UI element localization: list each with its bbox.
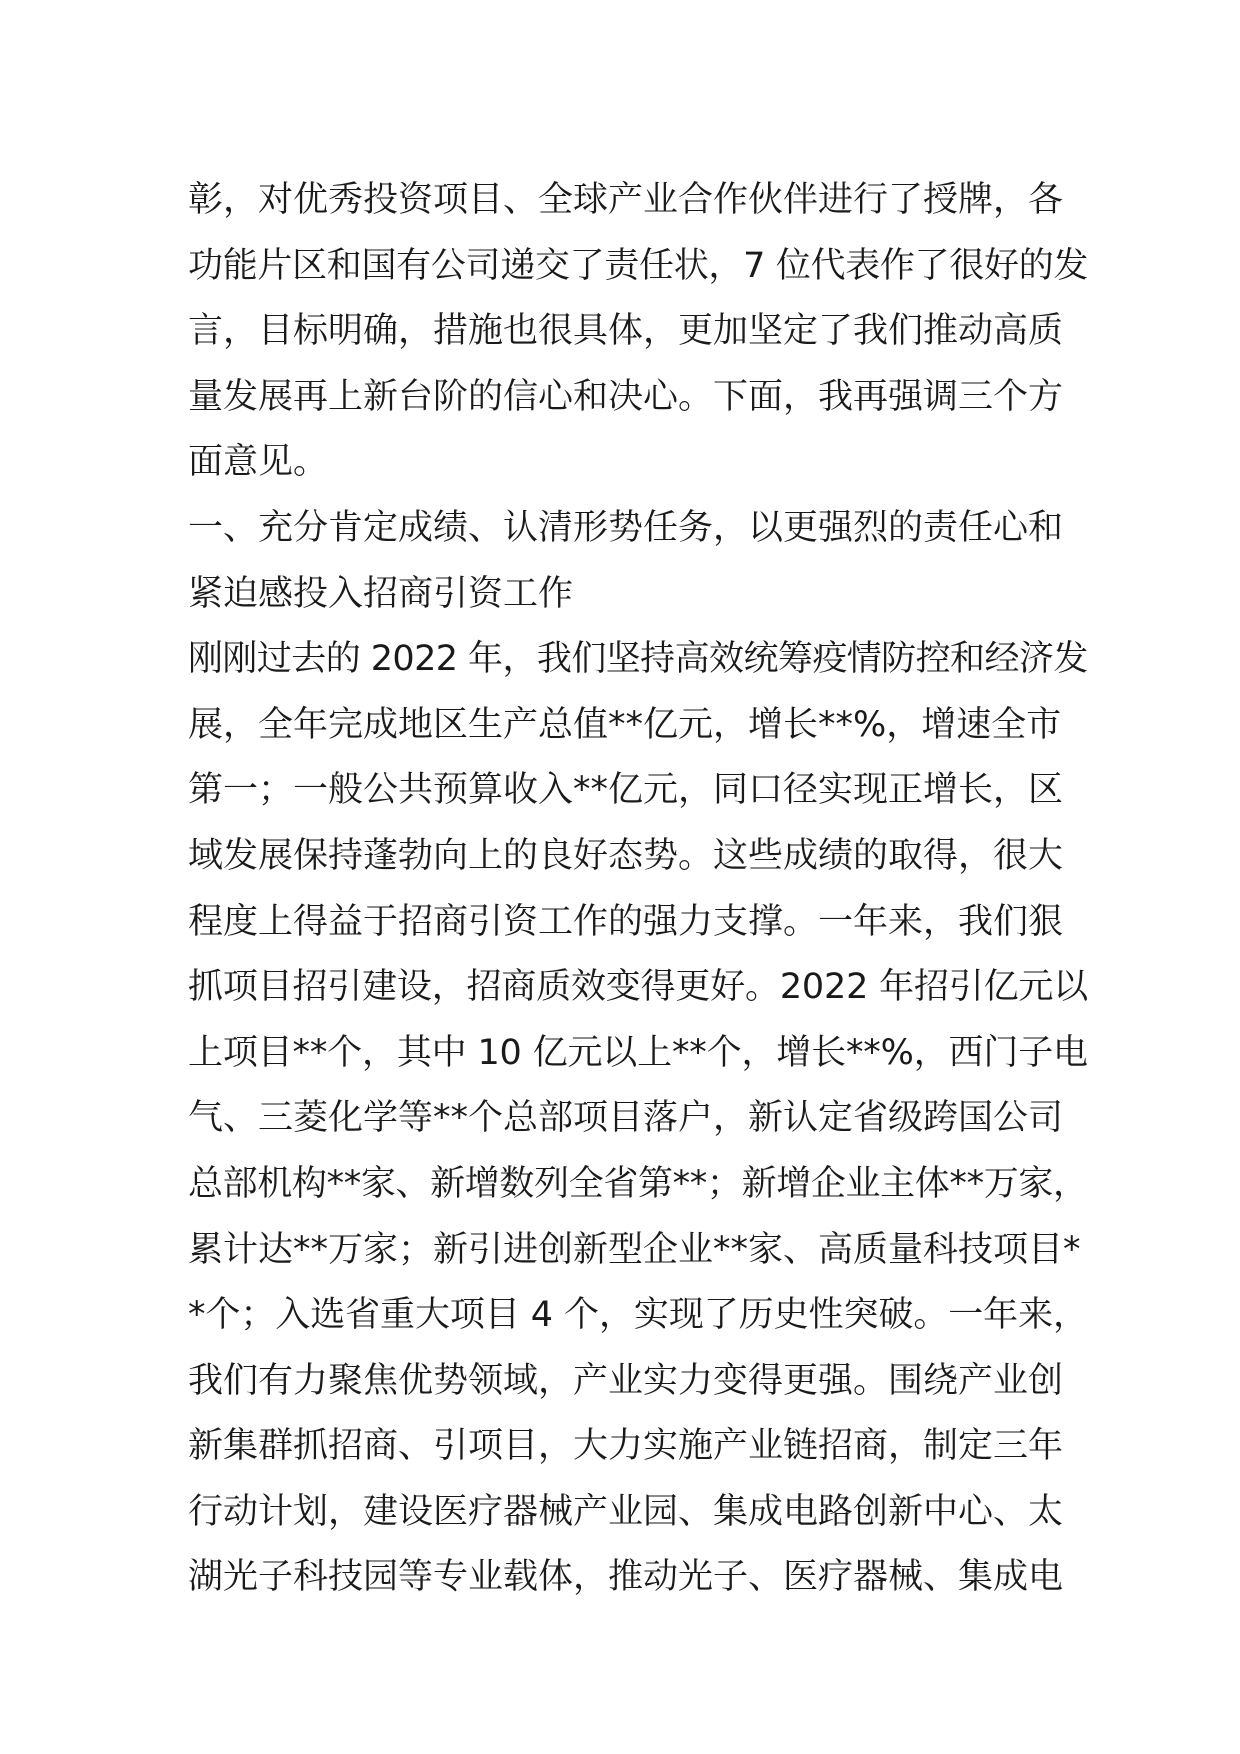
text-line: 功能片区和国有公司递交了责任状，7 位代表作了很好的发 xyxy=(188,245,1089,286)
text-line: 展，全年完成地区生产总值**亿元，增长**%，增速全市 xyxy=(188,704,1062,745)
text-line: 抓项目招引建设，招商质效变得更好。2022 年招引亿元以 xyxy=(188,967,1089,1008)
text-line: 新集群抓招商、引项目，大力实施产业链招商，制定三年 xyxy=(188,1426,1064,1467)
text-line: 行动计划，建设医疗器械产业园、集成电路创新中心、太 xyxy=(188,1491,1064,1532)
text-line: 面意见。 xyxy=(188,442,329,483)
text-line: 域发展保持蓬勃向上的良好态势。这些成绩的取得，很大 xyxy=(188,835,1064,876)
text-line: 刚刚过去的 2022 年，我们坚持高效统筹疫情防控和经济发 xyxy=(188,639,1088,680)
text-line: 我们有力聚焦优势领域，产业实力变得更强。围绕产业创 xyxy=(188,1360,1064,1401)
text-line: 累计达**万家；新引进创新型企业**家、高质量科技项目* xyxy=(188,1229,1081,1270)
text-line: 第一；一般公共预算收入**亿元，同口径实现正增长，区 xyxy=(188,770,1064,811)
section-heading-line: 一、充分肯定成绩、认清形势任务，以更强烈的责任心和 xyxy=(188,507,1064,548)
text-line: 气、三菱化学等**个总部项目落户，新认定省级跨国公司 xyxy=(188,1098,1064,1139)
text-line: 彰，对优秀投资项目、全球产业合作伙伴进行了授牌，各 xyxy=(188,180,1064,220)
text-line: 上项目**个，其中 10 亿元以上**个，增长**%，西门子电 xyxy=(188,1032,1088,1073)
body-text xyxy=(188,168,1088,1611)
text-line: 量发展再上新台阶的信心和决心。下面，我再强调三个方 xyxy=(188,376,1064,417)
section-heading-line: 紧迫感投入招商引资工作 xyxy=(188,573,574,614)
text-line: 总部机构**家、新增数列全省第**；新增企业主体**万家， xyxy=(188,1163,1088,1204)
text-line: 言，目标明确，措施也很具体，更加坚定了我们推动高质 xyxy=(188,311,1064,352)
text-line: 程度上得益于招商引资工作的强力支撑。一年来，我们狠 xyxy=(188,901,1064,942)
text-line: 湖光子科技园等专业载体，推动光子、医疗器械、集成电 xyxy=(188,1557,1064,1598)
text-line: *个；入选省重大项目 4 个，实现了历史性突破。一年来， xyxy=(188,1295,1088,1336)
